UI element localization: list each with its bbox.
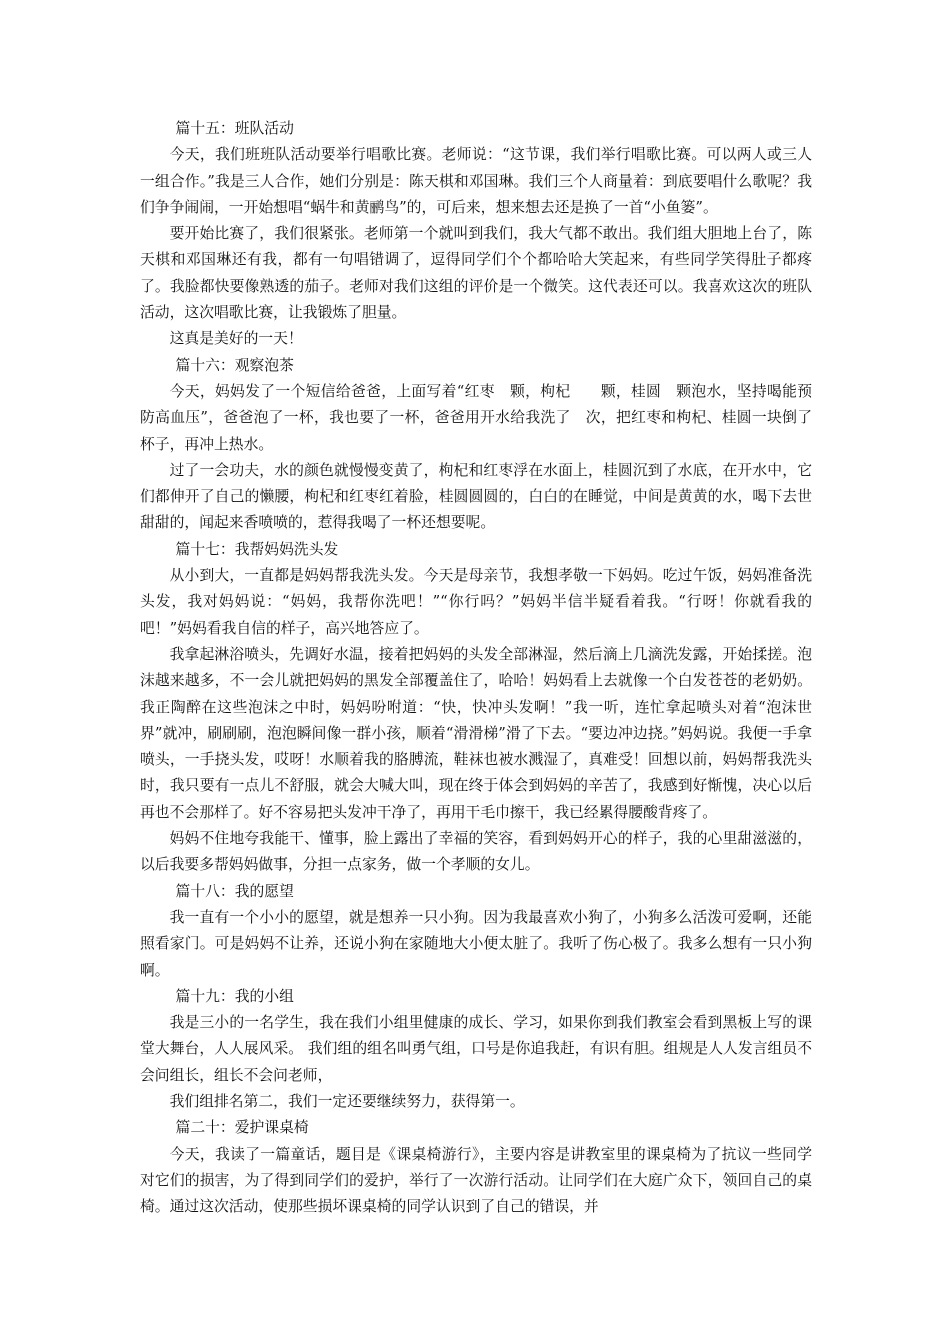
essay-heading-15: 篇十五：班队活动 (175, 120, 294, 137)
essay-paragraph: 我拿起淋浴喷头，先调好水温，接着把妈妈的头发全部淋湿，然后滴上几滴洗发露，开始揉搓。泡沫越来越多，不一会儿就把妈妈的黑发全部覆盖住了，哈哈！妈妈看上去就像一个白发苍苍的老奶奶。我正陶醉在这些泡沫之中时，妈妈吩咐道：“快，快冲头发啊！”我一听，连忙拿起喷头对着“泡沫世界”就冲，刷刷刷，泡泡瞬间像一群小孩，顺着“滑滑梯”滑了下去。“要边冲边挠。”妈妈说。我便一手拿喷头，一手挠头发，哎呀！水顺着我的胳膊流，鞋袜也被水溅湿了，真难受！回想以前，妈妈帮我洗头时，我只要有一点儿不舒服，就会大喊大叫，现在终于体会到妈妈的辛苦了，我感到好惭愧，决心以后再也不会那样了。好不容易把头发冲干净了，再用干毛巾擦干，我已经累得腰酸背疼了。 (140, 645, 812, 821)
essay-paragraph: 过了一会功夫，水的颜色就慢慢变黄了，枸杞和红枣浮在水面上，桂圆沉到了水底，在开水中，它们都伸开了自己的懒腰，枸杞和红枣红着脸，桂圆圆圆的，白白的在睡觉，中间是黄黄的水，喝下去世甜甜的，闻起来香喷喷的，惹得我喝了一杯还想要呢。 (140, 461, 812, 532)
essay-paragraph: 我一直有一个小小的愿望，就是想养一只小狗。因为我最喜欢小狗了，小狗多么活泼可爱啊，还能照看家门。可是妈妈不让养，还说小狗在家随地大小便太脏了。我听了伤心极了。我多么想有一只小狗啊。 (140, 908, 812, 979)
essay-paragraph: 今天，我读了一篇童话，题目是《课桌椅游行》，主要内容是讲教室里的课桌椅为了抗议一些同学对它们的损害，为了得到同学们的爱护，举行了一次游行活动。让同学们在大庭广众下，领回自己的桌椅。通过这次活动，使那些损坏课桌椅的同学认识到了自己的错误，并 (140, 1145, 812, 1216)
essay-paragraph: 今天，妈妈发了一个短信给爸爸，上面写着“红枣 颗，枸杞 颗，桂圆 颗泡水，坚持喝能预防高血压”，爸爸泡了一杯，我也要了一杯，爸爸用开水给我洗了 次，把红枣和枸杞、桂圆一块倒了杯子，再冲上热水。 (140, 382, 812, 453)
essay-paragraph: 我们组排名第二，我们一定还要继续努力，获得第一。 (169, 1092, 525, 1110)
document-page (140, 116, 812, 1220)
essay-paragraph: 妈妈不住地夸我能干、懂事，脸上露出了幸福的笑容，看到妈妈开心的样子，我的心里甜滋滋的，以后我要多帮妈妈做事，分担一点家务，做一个孝顺的女儿。 (140, 830, 812, 874)
essay-heading-19: 篇十九：我的小组 (175, 987, 294, 1005)
essay-paragraph: 我是三小的一名学生，我在我们小组里健康的成长、学习，如果你到我们教室会看到黑板上写的课堂大舞台，人人展风采。 我们组的组名叫勇气组，口号是你追我赶，有识有胆。组规是人人发言组员不会问组长，组长不会问老师， (140, 1014, 812, 1084)
essay-paragraph: 今天，我们班班队活动要举行唱歌比赛。老师说：“这节课，我们举行唱歌比赛。可以两人或三人一组合作。”我是三人合作，她们分别是：陈天棋和邓国琳。我们三个人商量着：到底要唱什么歌呢？我们争争闹闹，一开始想唱“蜗牛和黄鹂鸟”的，可后来，想来想去还是换了一首“小鱼篓”。 (140, 146, 812, 216)
essay-paragraph: 这真是美好的一天！ (169, 330, 303, 348)
essay-paragraph: 从小到大，一直都是妈妈帮我洗头发。今天是母亲节，我想孝敬一下妈妈。吃过午饭，妈妈准备洗头发，我对妈妈说：“妈妈，我帮你洗吧！”“你行吗？”妈妈半信半疑看着我。“行呀！你就看我的吧！”妈妈看我自信的样子，高兴地答应了。 (140, 567, 812, 637)
essay-heading-18: 篇十八：我的愿望 (175, 882, 294, 900)
essay-heading-16: 篇十六：观察泡茶 (175, 356, 294, 374)
essay-paragraph: 要开始比赛了，我们很紧张。老师第一个就叫到我们，我大气都不敢出。我们组大胆地上台了，陈天棋和邓国琳还有我，都有一句唱错调了，逗得同学们个个都哈哈大笑起来，有些同学笑得肚子都疼了。我脸都快要像熟透的茄子。老师对我们这组的评价是一个微笑。这代表还可以。我喜欢这次的班队活动，这次唱歌比赛，让我锻炼了胆量。 (140, 225, 812, 322)
essay-heading-20: 篇二十：爱护课桌椅 (175, 1119, 309, 1137)
essay-heading-17: 篇十七：我帮妈妈洗头发 (175, 540, 339, 558)
